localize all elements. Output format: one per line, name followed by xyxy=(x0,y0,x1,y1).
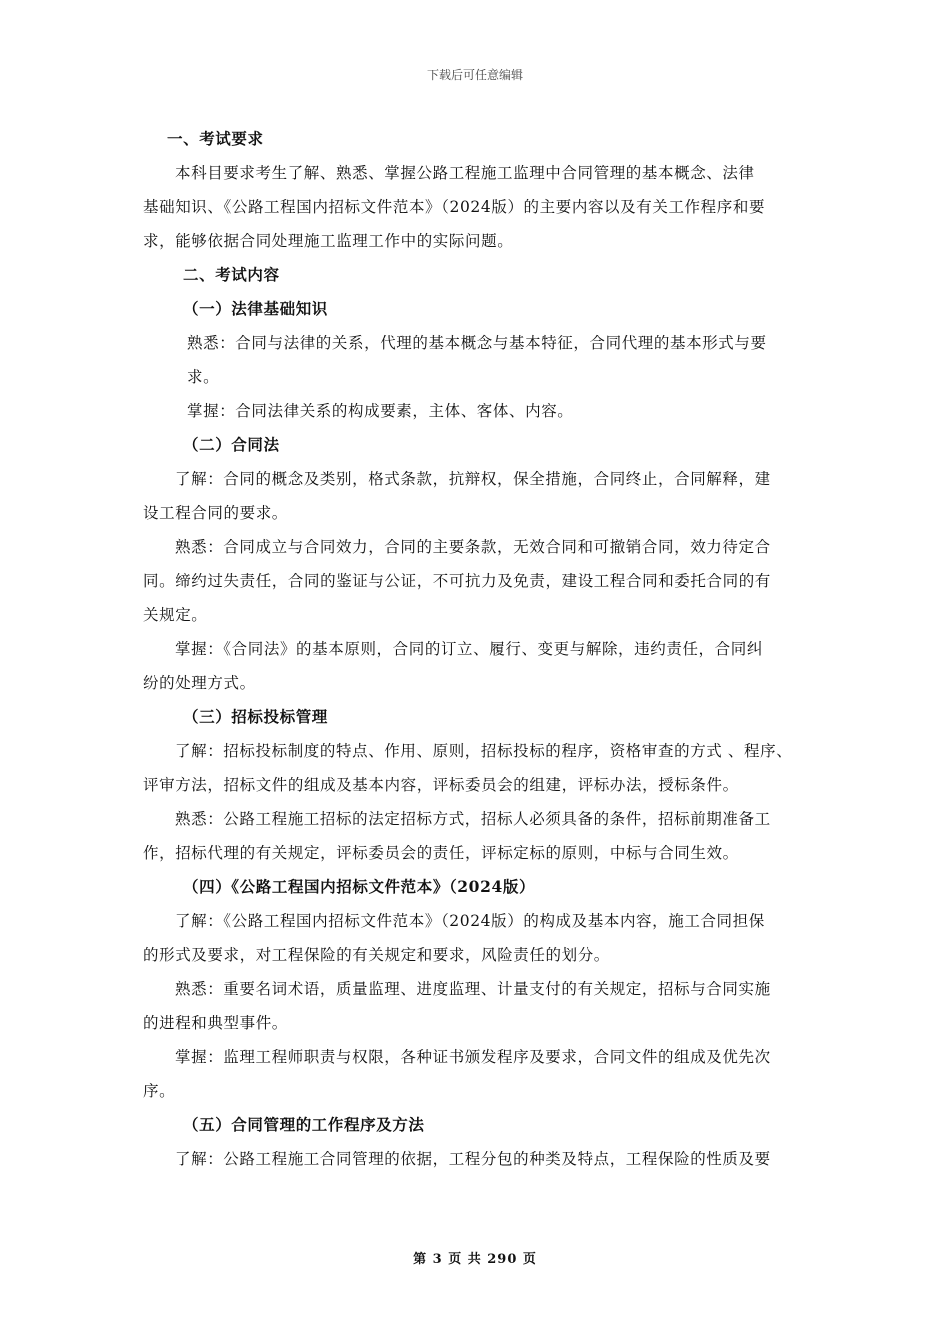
paragraph-line: 了解：公路工程施工合同管理的依据，工程分包的种类及特点，工程保险的性质及要 xyxy=(175,1150,771,1168)
paragraph-line: 求。 xyxy=(187,368,220,386)
paragraph-line: 基础知识、《公路工程国内招标文件范本》（2024版）的主要内容以及有关工作程序和要 xyxy=(143,198,766,216)
paragraph-line: 作，招标代理的有关规定，评标委员会的责任，评标定标的原则，中标与合同生效。 xyxy=(143,844,739,862)
paragraph-line: 了解：《公路工程国内招标文件范本》（2024版）的构成及基本内容，施工合同担保 xyxy=(175,912,765,930)
paragraph-line: 评审方法，招标文件的组成及基本内容，评标委员会的组建，评标办法，授标条件。 xyxy=(143,776,739,794)
paragraph-line: 本科目要求考生了解、熟悉、掌握公路工程施工监理中合同管理的基本概念、法律 xyxy=(175,164,755,182)
paragraph-line: 掌握：监理工程师职责与权限，各种证书颁发程序及要求，合同文件的组成及优先次 xyxy=(175,1048,771,1066)
paragraph-line: 掌握：《合同法》的基本原则，合同的订立、履行、变更与解除，违约责任，合同纠 xyxy=(175,640,763,658)
subsection-heading: （五）合同管理的工作程序及方法 xyxy=(183,1115,425,1134)
section-heading: 一、考试要求 xyxy=(167,129,264,148)
paragraph-line: 设工程合同的要求。 xyxy=(143,504,288,522)
subsection-heading: （三）招标投标管理 xyxy=(183,707,328,726)
paragraph-line: 了解：合同的概念及类别，格式条款，抗辩权，保全措施，合同终止，合同解释，建 xyxy=(175,470,771,488)
section-heading: 二、考试内容 xyxy=(183,265,280,284)
paragraph-line: 求，能够依据合同处理施工监理工作中的实际问题。 xyxy=(143,232,514,250)
page-header: 下载后可任意编辑 xyxy=(426,68,523,82)
paragraph-line: 关规定。 xyxy=(143,606,208,624)
subsection-heading: （二）合同法 xyxy=(183,435,280,454)
paragraph-line: 同。缔约过失责任，合同的鉴证与公证，不可抗力及免责，建设工程合同和委托合同的有 xyxy=(143,572,771,590)
document-body xyxy=(143,122,813,1176)
paragraph-line: 熟悉：合同与法律的关系，代理的基本概念与基本特征，合同代理的基本形式与要 xyxy=(187,334,767,352)
paragraph-line: 熟悉：重要名词术语，质量监理、进度监理、计量支付的有关规定，招标与合同实施 xyxy=(175,980,771,998)
page-footer: 第 3 页 共 290 页 xyxy=(413,1252,537,1267)
paragraph-line: 的进程和典型事件。 xyxy=(143,1014,288,1032)
paragraph-line: 熟悉：合同成立与合同效力，合同的主要条款，无效合同和可撤销合同，效力待定合 xyxy=(175,538,771,556)
paragraph-line: 掌握：合同法律关系的构成要素，主体、客体、内容。 xyxy=(187,402,574,420)
paragraph-line: 了解：招标投标制度的特点、作用、原则，招标投标的程序，资格审查的方式 、程序、 xyxy=(175,742,793,760)
paragraph-line: 序。 xyxy=(143,1082,176,1100)
paragraph-line: 纷的处理方式。 xyxy=(143,674,256,692)
paragraph-line: 的形式及要求，对工程保险的有关规定和要求，风险责任的划分。 xyxy=(143,946,610,964)
subsection-heading: （一）法律基础知识 xyxy=(183,299,328,318)
paragraph-line: 熟悉：公路工程施工招标的法定招标方式，招标人必须具备的条件，招标前期准备工 xyxy=(175,810,771,828)
subsection-heading: （四）《公路工程国内招标文件范本》（2024版） xyxy=(183,877,536,896)
